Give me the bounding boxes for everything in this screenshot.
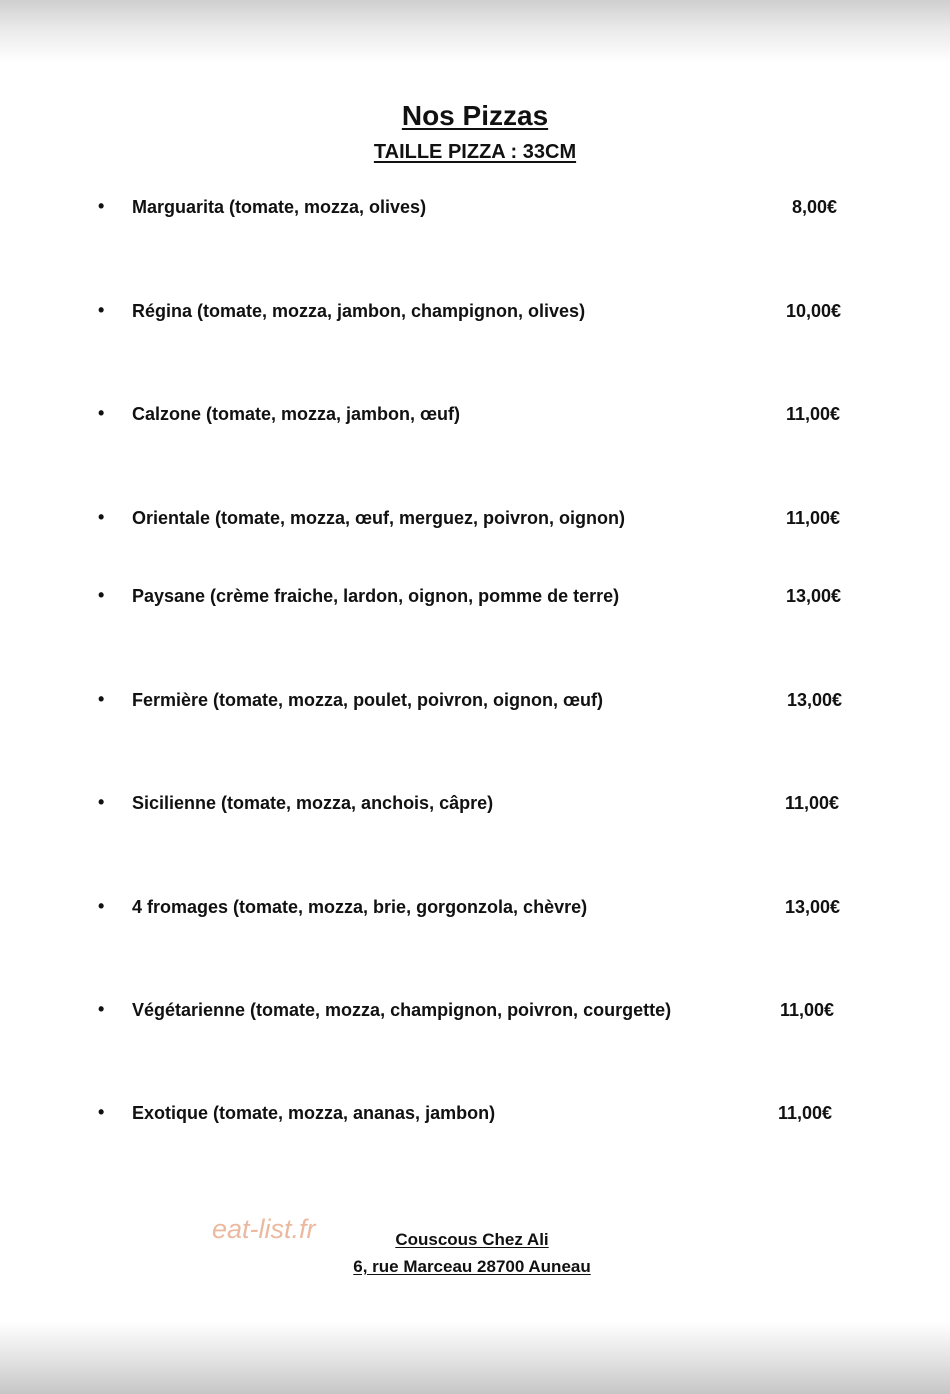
menu-subtitle: TAILLE PIZZA : 33CM [373,141,577,163]
bullet-icon: • [98,196,105,216]
item-price: 11,00€ [778,1103,833,1123]
item-price: 13,00€ [787,690,843,710]
bullet-icon: • [98,300,105,320]
list-item [0,192,950,222]
item-price: 8,00€ [792,197,838,217]
item-price: 10,00€ [786,301,842,321]
bullet-icon: • [98,999,105,1019]
list-item [0,296,950,326]
item-price: 11,00€ [780,1000,835,1020]
bullet-icon: • [98,689,105,709]
item-price: 13,00€ [785,897,841,917]
item-description: Végétarienne (tomate, mozza, champignon, poivron, courgette) [132,1000,672,1020]
bullet-icon: • [98,896,105,916]
item-description: Régina (tomate, mozza, jambon, champignon, olives) [132,301,586,321]
item-description: Marguarita (tomate, mozza, olives) [132,197,427,217]
list-item [0,788,950,818]
restaurant-name: Couscous Chez Ali [395,1230,549,1249]
restaurant-address: 6, rue Marceau 28700 Auneau [353,1257,591,1276]
list-item [0,581,950,611]
item-price: 11,00€ [785,793,840,813]
bullet-icon: • [98,792,105,812]
bullet-icon: • [98,507,105,527]
menu-title: Nos Pizzas [401,100,549,131]
item-description: Paysane (crème fraiche, lardon, oignon, pomme de terre) [132,586,620,606]
item-description: Sicilienne (tomate, mozza, anchois, câpre) [132,793,494,813]
item-description: Calzone (tomate, mozza, jambon, œuf) [132,404,461,424]
item-description: 4 fromages (tomate, mozza, brie, gorgonzola, chèvre) [132,897,588,917]
list-item [0,892,950,922]
bullet-icon: • [98,1102,105,1122]
bullet-icon: • [98,585,105,605]
item-price: 11,00€ [786,404,841,424]
list-item [0,503,950,533]
list-item [0,1098,950,1128]
item-price: 13,00€ [786,586,842,606]
list-item [0,399,950,429]
bullet-icon: • [98,403,105,423]
watermark: eat-list.fr [212,1214,316,1244]
item-price: 11,00€ [786,508,841,528]
list-item [0,685,950,715]
item-description: Fermière (tomate, mozza, poulet, poivron, oignon, œuf) [132,690,604,710]
item-description: Exotique (tomate, mozza, ananas, jambon) [132,1103,496,1123]
item-description: Orientale (tomate, mozza, œuf, merguez, poivron, oignon) [132,508,626,528]
list-item [0,995,950,1025]
